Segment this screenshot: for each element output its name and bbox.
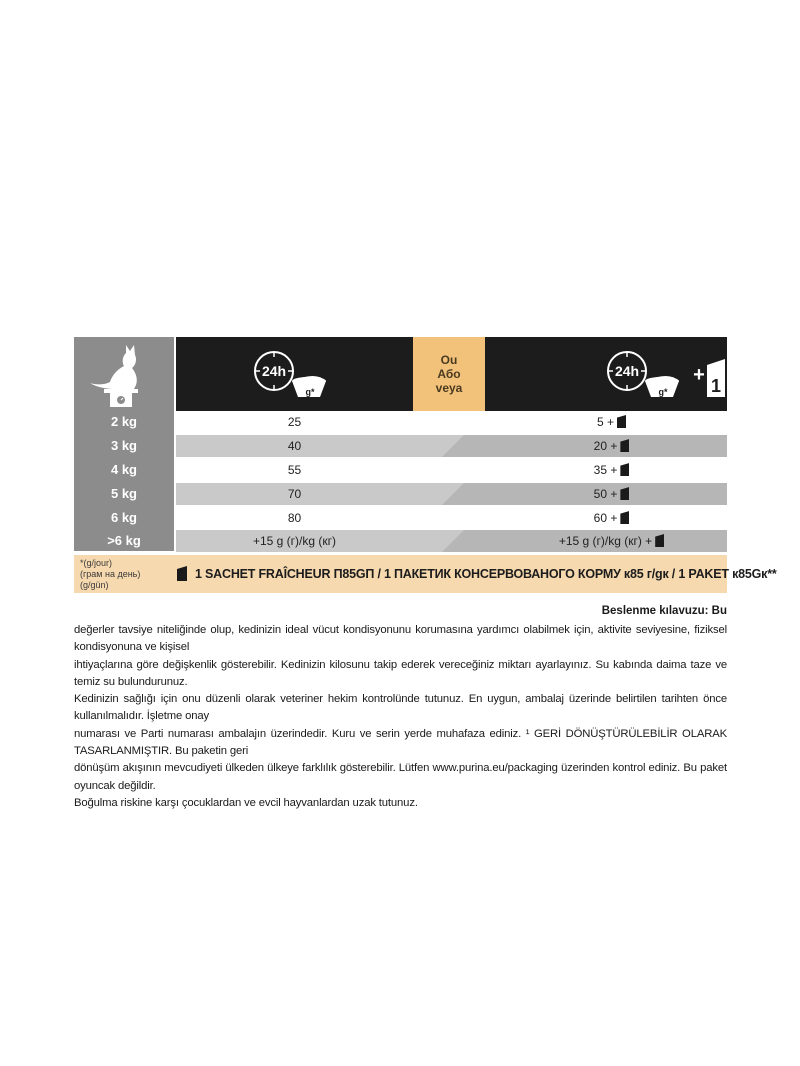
guide-line: değerler tavsiye niteliğinde olup, kedinizin ideal vücut kondisyonunu korumasına yardımcı olabilmek için, aktivite seviyesine, fiziksel kondisyonuna ve kişisel (74, 624, 727, 654)
svg-text:1: 1 (710, 376, 722, 396)
dry-food-header (176, 337, 413, 411)
weight-label: 6 kg (110, 510, 137, 525)
clock-bowl-icon (176, 337, 413, 411)
dry-amount: 25 (287, 415, 302, 429)
or-word-uk: Або (437, 367, 461, 381)
mix-amount: 50 + (496, 483, 727, 505)
mix-amount: +15 g (г)/kg (кг) + (496, 530, 727, 552)
guide-title: Beslenme kılavuzu: Bu (601, 605, 727, 617)
cat-on-scale-icon (74, 337, 174, 411)
or-label (413, 337, 485, 411)
pouch-icon (655, 534, 664, 547)
guide-line: numarası ve Parti numarası ambalajın üzerindedir. Kuru ve serin yerde muhafaza ediniz. ¹ GERİ DÖNÜŞTÜRÜLEBİLİR OLARAK TASARLANMIŞTIR. Bu paketin geri (74, 727, 727, 758)
guide-line: Boğulma riskine karşı çocuklardan ve evcil hayvanlardan uzak tutunuz. (74, 796, 418, 809)
svg-text:g*: g* (658, 387, 668, 397)
weight-label: >6 kg (107, 533, 141, 548)
or-word-tr: veya (435, 381, 463, 395)
weight-label: 5 kg (110, 486, 137, 501)
pouch-icon (617, 415, 626, 428)
units-note: *(g/jour) (грам на день) (g/gün) (80, 558, 141, 590)
table-row (176, 483, 727, 505)
guide-paragraph (74, 622, 727, 812)
pouch-icon (620, 511, 629, 524)
table-row (176, 530, 727, 552)
svg-text:g*: g* (305, 387, 315, 397)
table-row (176, 507, 727, 529)
dry-amount: 40 (287, 439, 302, 453)
svg-text:24h: 24h (261, 363, 287, 379)
clock-bowl-pouch-icon (485, 337, 727, 411)
or-word-fr: Ou (440, 353, 458, 367)
mixed-food-header (485, 337, 727, 411)
guide-line: ihtiyaçlarına göre değişkenlik gösterebilir. Kedinizin kilosunu takip ederek vereceğiniz miktarı ayarlayınız. Su kabında daima taze ve temiz su bulundurunuz. (74, 658, 727, 688)
weight-label: 3 kg (110, 438, 137, 453)
mix-amount: 35 + (496, 459, 727, 481)
pouch-icon (620, 487, 629, 500)
guide-line: dönüşüm akışının mevcudiyeti ülkeden ülkeye farklılık gösterebilir. Lütfen www.purina.eu/packaging üzerinden kontrol ediniz. Bu paket oyuncak değildir. (74, 762, 727, 792)
feeding-chart (74, 337, 777, 593)
mix-amount: 5 + (496, 411, 727, 433)
dry-amount: 70 (287, 487, 302, 501)
weight-label: 2 kg (110, 414, 137, 429)
dry-amount: +15 g (г)/kg (кг) (252, 534, 337, 548)
sachet-description: 1 SACHET FRAÎCHEUR П85GП / 1 ПАКЕТИК КОНСЕРВОВАНОГО КОРМУ к85 г/gк / 1 PAKET к85Gк** (177, 555, 727, 593)
sachet-footer (74, 555, 777, 593)
svg-text:+: + (693, 364, 705, 386)
pouch-icon (177, 566, 187, 581)
weight-label: 4 kg (110, 462, 137, 477)
svg-text:24h: 24h (614, 363, 640, 379)
pouch-icon (620, 439, 629, 452)
mix-amount: 20 + (496, 435, 727, 457)
dry-amount: 55 (287, 463, 302, 477)
table-row (176, 411, 727, 433)
guide-line: Kedinizin sağlığı için onu düzenli olarak veteriner hekim kontrolünde tutunuz. En uygun, ambalaj üzerinde belirtilen tarihten önce kullanılmalıdır. İşletme onay (74, 693, 727, 723)
pouch-icon (620, 463, 629, 476)
mix-amount: 60 + (496, 507, 727, 529)
table-row (176, 459, 727, 481)
table-row (176, 435, 727, 457)
dry-amount: 80 (287, 511, 302, 525)
